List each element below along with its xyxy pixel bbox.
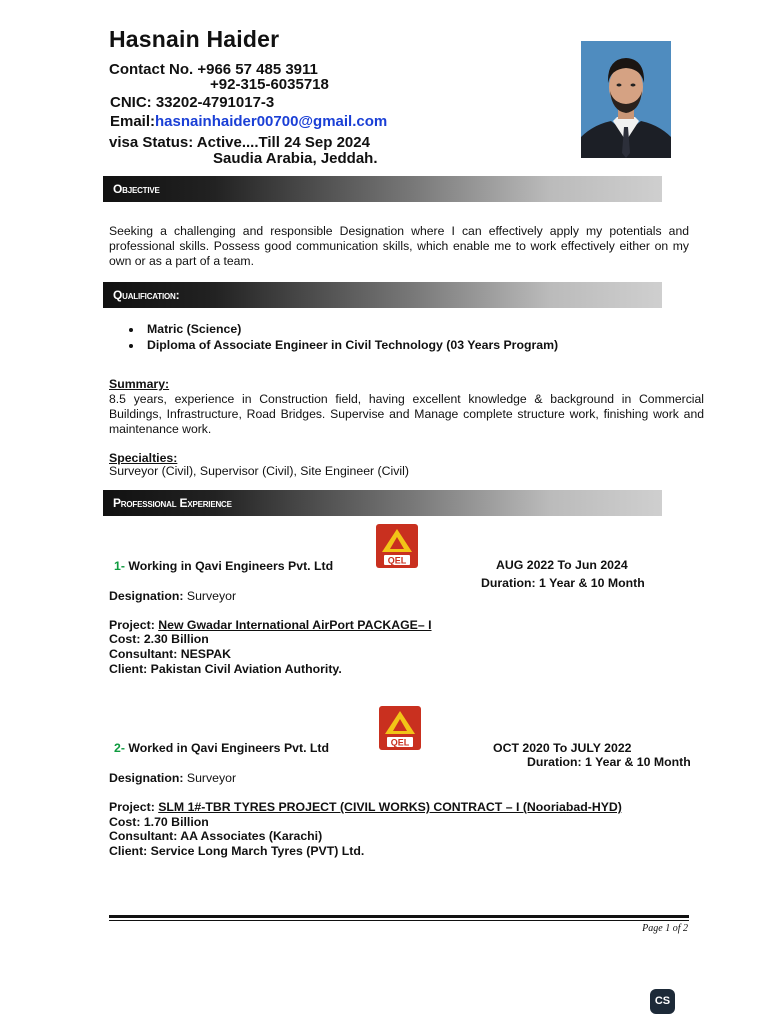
objective-section-bar xyxy=(103,176,662,202)
qualification-heading: Qualification: xyxy=(113,288,180,302)
phone-2: +92-315-6035718 xyxy=(210,76,329,93)
project-line xyxy=(109,800,622,815)
phone-1: +966 57 485 3911 xyxy=(197,61,318,78)
summary-text: 8.5 years, experience in Construction field, having excellent knowledge & background in Commercial Buildings, Infrastructure, Road Bridges. Supervise and Manage complete structure work, finishing work and maintenance work. xyxy=(109,392,704,436)
email-label: Email: xyxy=(110,113,156,130)
specialties-text: Surveyor (Civil), Supervisor (Civil), Site Engineer (Civil) xyxy=(109,464,409,478)
designation-line xyxy=(109,589,236,604)
experience-number: 2- xyxy=(114,741,125,755)
designation-line xyxy=(109,771,236,786)
designation-label: Designation: xyxy=(109,589,184,603)
qualification-item: • Diploma of Associate Engineer in Civil Technology (03 Years Program) xyxy=(143,337,699,353)
project-client: Client: Service Long March Tyres (PVT) Ltd. xyxy=(109,844,365,858)
experience-dates: OCT 2020 To JULY 2022 xyxy=(493,741,632,755)
experience-duration: Duration: 1 Year & 10 Month xyxy=(527,755,691,769)
candidate-name: Hasnain Haider xyxy=(109,26,280,52)
email-line xyxy=(110,113,387,130)
company-logo xyxy=(379,706,421,750)
experience-duration: Duration: 1 Year & 10 Month xyxy=(481,576,645,590)
visa-location: Saudia Arabia, Jeddah. xyxy=(213,150,378,167)
objective-heading: Objective xyxy=(113,182,160,196)
experience-title: Worked in Qavi Engineers Pvt. Ltd xyxy=(128,741,330,755)
experience-1-header xyxy=(114,559,333,574)
qualification-section-bar xyxy=(103,282,662,308)
company-logo xyxy=(376,524,418,568)
experience-section-bar xyxy=(103,490,662,516)
qualification-item: • Matric (Science) xyxy=(143,321,699,337)
camscanner-logo: CS xyxy=(650,989,675,1014)
logo-text: QEL xyxy=(387,555,407,566)
cnic-line: CNIC: 33202-4791017-3 xyxy=(110,94,275,111)
contact-label: Contact No. xyxy=(109,61,194,78)
project-cost: Cost: 2.30 Billion xyxy=(109,632,209,646)
experience-number: 1- xyxy=(114,559,125,573)
designation-value: Surveyor xyxy=(186,771,237,785)
project-consultant: Consultant: AA Associates (Karachi) xyxy=(109,829,323,843)
specialties-heading: Specialties: xyxy=(109,451,178,465)
project-name: SLM 1#-TBR TYRES PROJECT (CIVIL WORKS) CONTRACT – I (Nooriabad-HYD) xyxy=(158,800,622,814)
visa-status: visa Status: Active....Till 24 Sep 2024 xyxy=(109,134,370,151)
project-label: Project: xyxy=(109,618,155,632)
experience-2-header xyxy=(114,741,329,756)
experience-dates: AUG 2022 To Jun 2024 xyxy=(496,558,628,572)
objective-text: Seeking a challenging and responsible Designation where I can effectively apply my potentials and professional skills. Possess good communication skills, which enable me to work effectively either on my own or as a part of a team. xyxy=(109,224,689,268)
project-client: Client: Pakistan Civil Aviation Authority. xyxy=(109,662,342,676)
profile-photo xyxy=(581,41,671,158)
email-link[interactable]: hasnainhaider00700@gmail.com xyxy=(155,113,388,130)
project-cost: Cost: 1.70 Billion xyxy=(109,815,209,829)
page-number: Page 1 of 2 xyxy=(642,923,688,934)
experience-title: Working in Qavi Engineers Pvt. Ltd xyxy=(128,559,334,573)
summary-heading: Summary: xyxy=(109,377,170,391)
logo-text: QEL xyxy=(390,737,410,748)
qualification-list xyxy=(109,321,699,353)
experience-heading: Professional Experience xyxy=(113,496,232,510)
designation-value: Surveyor xyxy=(186,589,237,603)
project-name: New Gwadar International AirPort PACKAGE– I xyxy=(158,618,432,632)
footer-rule-thin xyxy=(109,920,689,921)
project-label: Project: xyxy=(109,800,155,814)
footer-rule-thick xyxy=(109,915,689,918)
project-consultant: Consultant: NESPAK xyxy=(109,647,232,661)
project-line xyxy=(109,618,432,633)
designation-label: Designation: xyxy=(109,771,184,785)
